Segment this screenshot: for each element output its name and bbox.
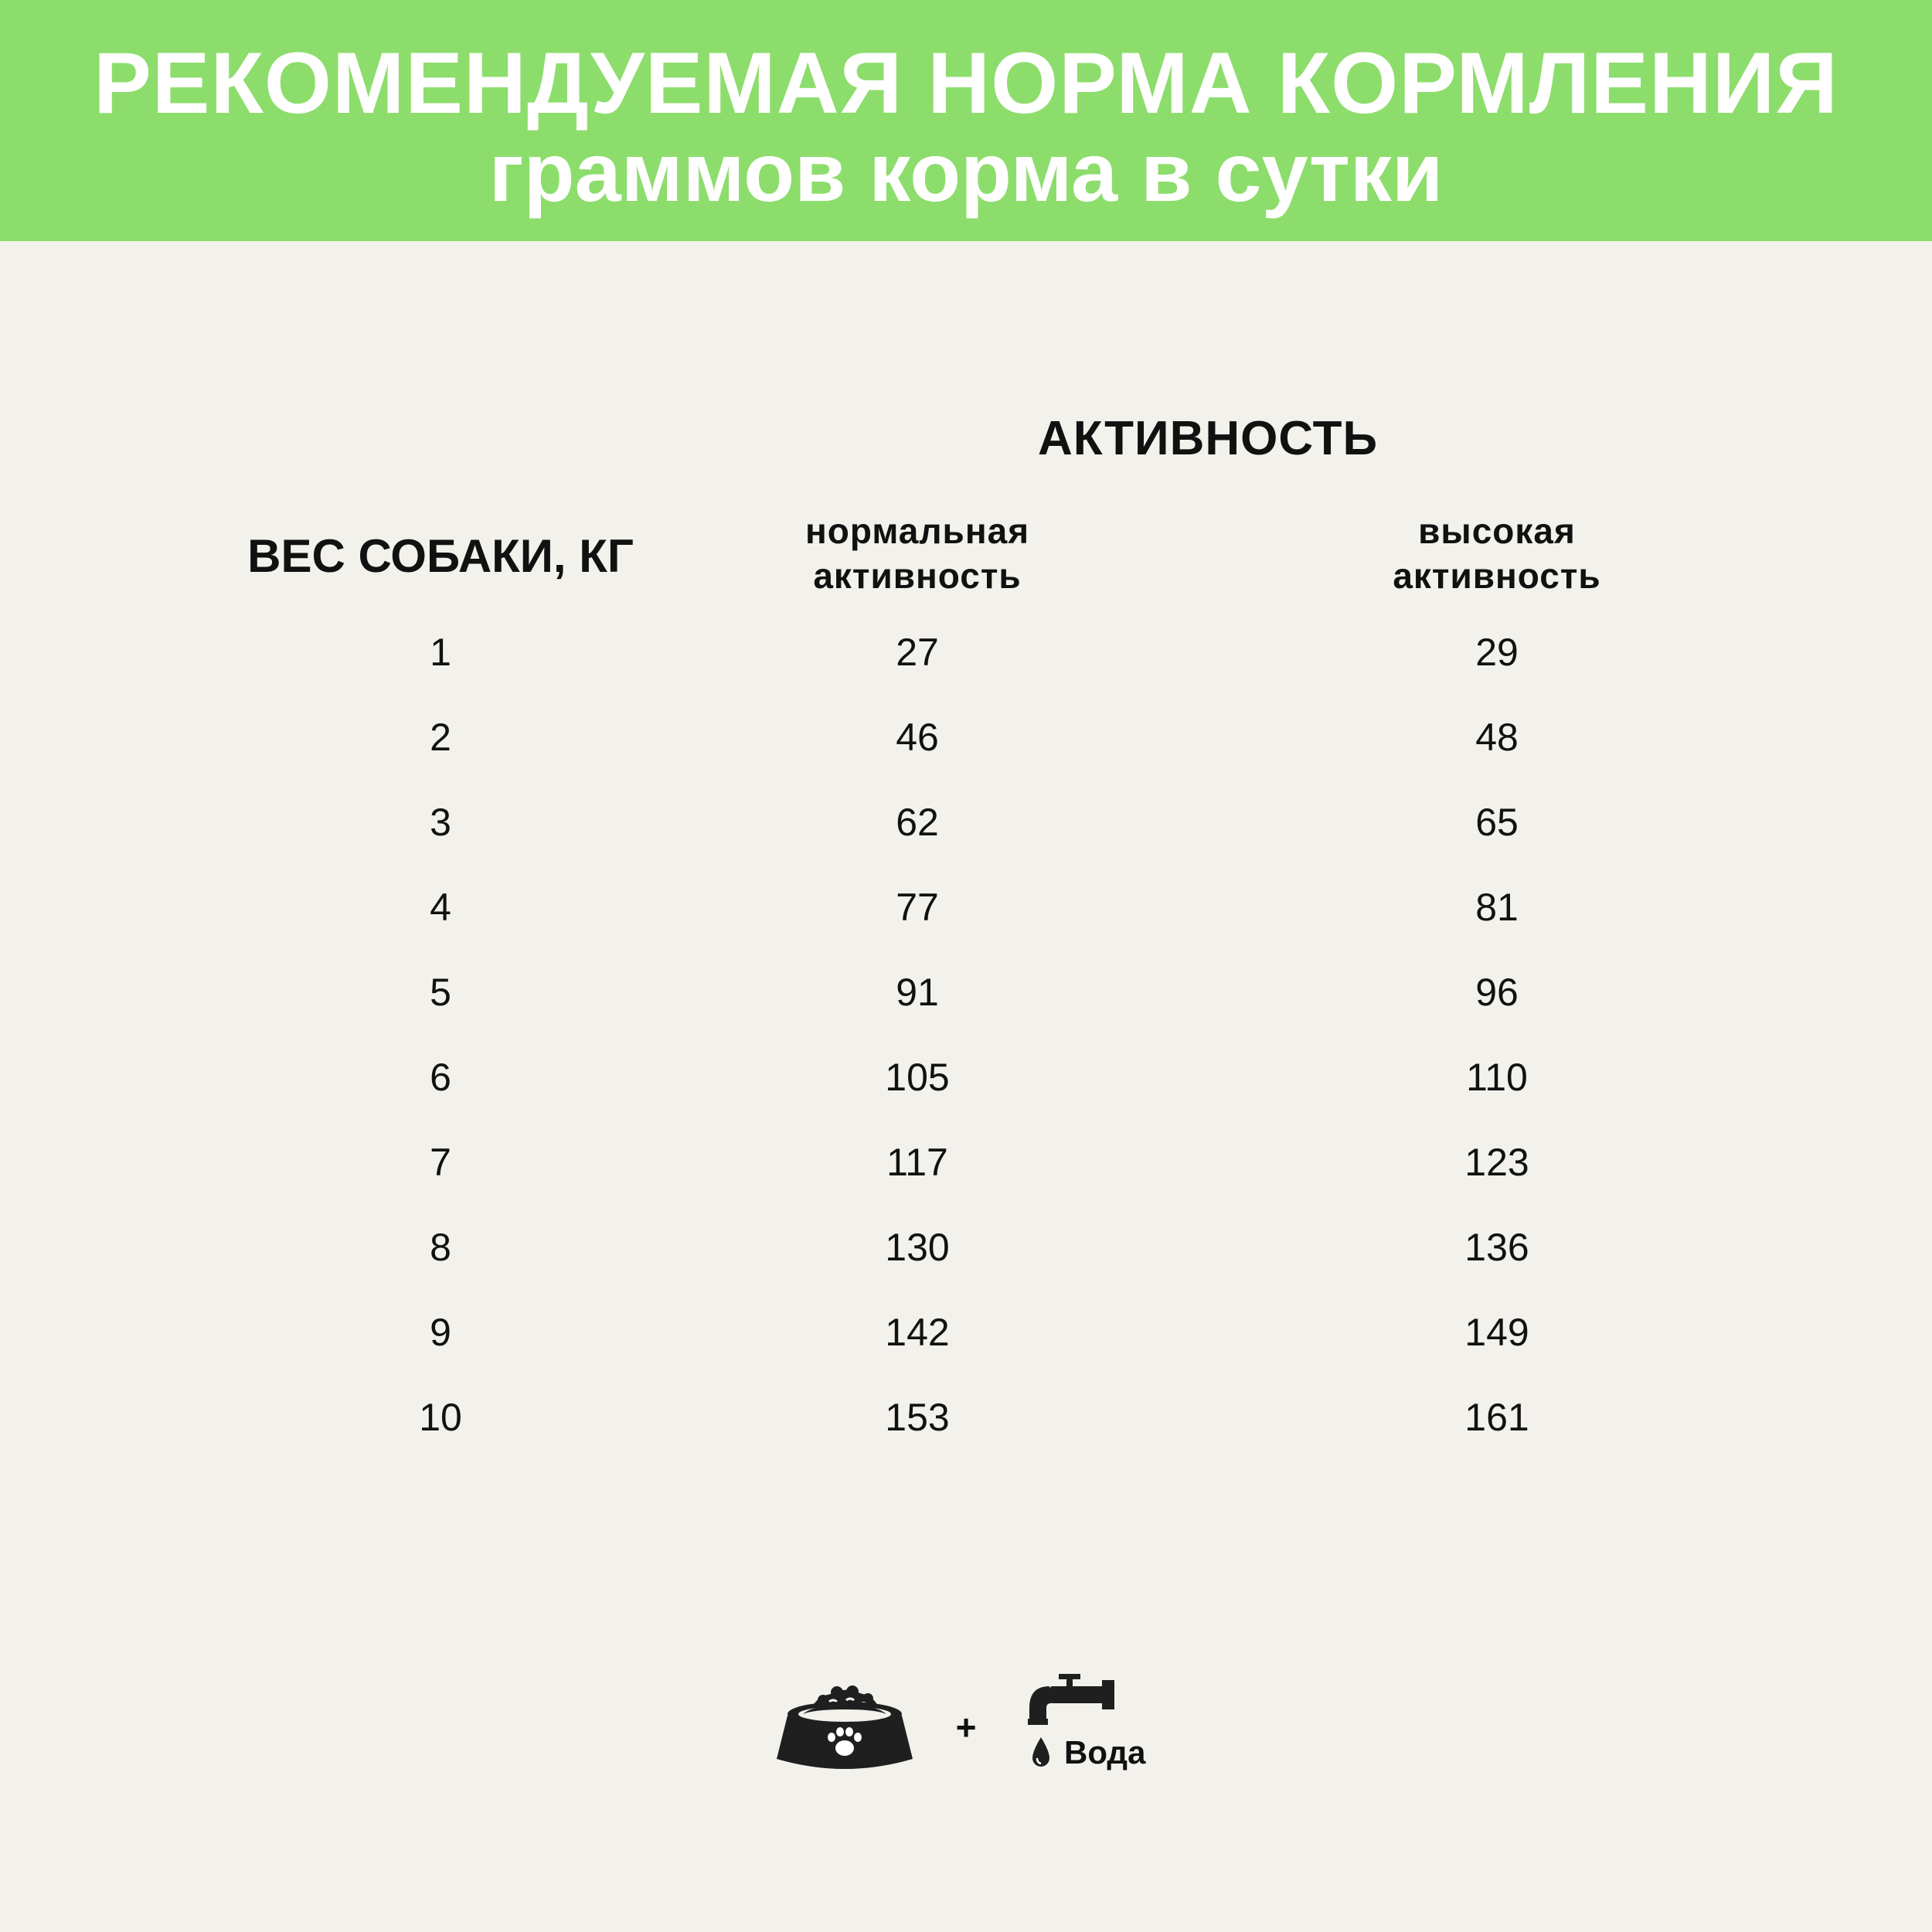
normal-activity-cell: 27 — [896, 631, 939, 674]
high-activity-cell: 65 — [1475, 801, 1519, 844]
table-row — [0, 965, 1932, 1019]
weight-cell: 8 — [430, 1226, 451, 1269]
table-row — [0, 625, 1932, 679]
normal-heading-line1: нормальная — [804, 511, 1030, 551]
plus-sign: + — [955, 1707, 977, 1747]
table-row — [0, 710, 1932, 764]
high-activity-cell: 81 — [1475, 886, 1519, 929]
table-row — [0, 1135, 1932, 1189]
high-activity-cell: 136 — [1464, 1226, 1529, 1269]
high-activity-cell: 96 — [1475, 971, 1519, 1014]
weight-cell: 5 — [430, 971, 451, 1014]
high-activity-cell: 48 — [1475, 716, 1519, 759]
water-label: Вода — [1064, 1734, 1146, 1770]
high-activity-cell: 110 — [1466, 1056, 1528, 1099]
dog-bowl-icon — [775, 1683, 914, 1772]
water-faucet-icon — [1028, 1674, 1114, 1736]
normal-activity-heading — [647, 509, 1188, 598]
weight-cell: 4 — [430, 886, 451, 929]
normal-activity-cell: 105 — [885, 1056, 950, 1099]
table-row — [0, 795, 1932, 849]
normal-activity-cell: 117 — [886, 1141, 948, 1184]
table-row — [0, 880, 1932, 934]
activity-heading: АКТИВНОСТЬ — [1037, 412, 1379, 465]
normal-activity-cell: 46 — [896, 716, 939, 759]
weight-cell: 10 — [419, 1396, 462, 1439]
water-drop-icon — [1031, 1737, 1051, 1768]
weight-cell: 2 — [430, 716, 451, 759]
normal-activity-cell: 91 — [896, 971, 939, 1014]
weight-cell: 6 — [430, 1056, 451, 1099]
high-heading-line1: высокая — [1418, 511, 1576, 551]
table-row — [0, 1305, 1932, 1359]
normal-heading-line2: активность — [813, 556, 1022, 596]
high-activity-cell: 123 — [1464, 1141, 1529, 1184]
normal-activity-cell: 142 — [885, 1311, 950, 1354]
normal-activity-cell: 62 — [896, 801, 939, 844]
weight-cell: 1 — [430, 631, 451, 674]
normal-activity-cell: 130 — [885, 1226, 950, 1269]
high-heading-line2: активность — [1393, 556, 1601, 596]
weight-cell: 7 — [430, 1141, 451, 1184]
normal-activity-cell: 153 — [885, 1396, 950, 1439]
high-activity-heading — [1226, 509, 1767, 598]
high-activity-cell: 149 — [1464, 1311, 1529, 1354]
header-banner — [0, 0, 1932, 241]
normal-activity-cell: 77 — [896, 886, 939, 929]
high-activity-cell: 29 — [1475, 631, 1519, 674]
high-activity-cell: 161 — [1464, 1396, 1529, 1439]
table-row — [0, 1390, 1932, 1444]
weight-cell: 9 — [430, 1311, 451, 1354]
page-title: РЕКОМЕНДУЕМАЯ НОРМА КОРМЛЕНИЯ — [94, 35, 1838, 131]
weight-cell: 3 — [430, 801, 451, 844]
weight-column-heading: ВЕС СОБАКИ, КГ — [247, 530, 634, 582]
table-row — [0, 1220, 1932, 1274]
page-subtitle: граммов корма в сутки — [488, 125, 1444, 219]
table-row — [0, 1050, 1932, 1104]
